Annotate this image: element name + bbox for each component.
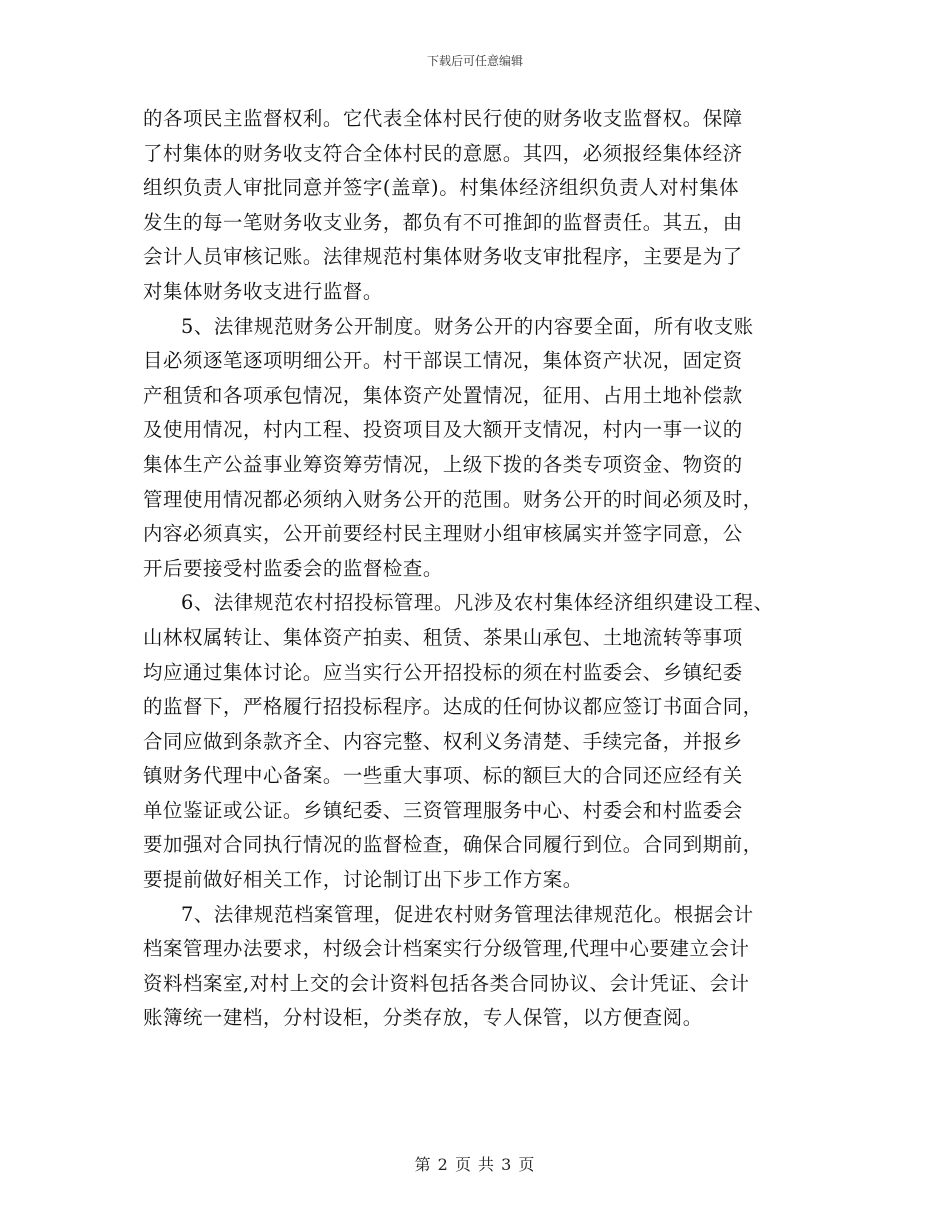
- text-line: 要提前做好相关工作，讨论制订出下步工作方案。: [143, 868, 583, 892]
- text-line: 资料档案室,对村上交的会计资料包括各类合同协议、会计凭证、会计: [143, 971, 750, 995]
- page-header: 下载后可任意编辑: [426, 54, 523, 68]
- text-line: 目必须逐笔逐项明细公开。村干部误工情况，集体资产状况，固定资: [143, 349, 743, 373]
- document-body: [143, 102, 823, 1036]
- text-line: 的监督下，严格履行招投标程序。达成的任何协议都应签订书面合同，: [143, 695, 763, 719]
- text-line: 开后要接受村监委会的监督检查。: [143, 556, 443, 580]
- text-line: 内容必须真实，公开前要经村民主理财小组审核属实并签字同意，公: [143, 522, 743, 546]
- text-line: 的各项民主监督权利。它代表全体村民行使的财务收支监督权。保障: [143, 107, 743, 130]
- text-line: 管理使用情况都必须纳入财务公开的范围。财务公开的时间必须及时，: [143, 487, 763, 511]
- text-line: 产租赁和各项承包情况，集体资产处置情况，征用、占用土地补偿款: [143, 383, 743, 407]
- text-line: 单位鉴证或公证。乡镇纪委、三资管理服务中心、村委会和村监委会: [143, 798, 743, 822]
- text-line: 发生的每一笔财务收支业务，都负有不可推卸的监督责任。其五，由: [143, 210, 743, 234]
- text-line: 合同应做到条款齐全、内容完整、权利义务清楚、手续完备，并报乡: [143, 729, 743, 753]
- text-line: 6、法律规范农村招投标管理。凡涉及农村集体经济组织建设工程、: [181, 591, 774, 615]
- text-line: 5、法律规范财务公开制度。财务公开的内容要全面，所有收支账: [181, 314, 754, 338]
- text-line: 组织负责人审批同意并签字(盖章)。村集体经济组织负责人对村集体: [143, 176, 740, 200]
- text-line: 要加强对合同执行情况的监督检查，确保合同履行到位。合同到期前，: [143, 833, 763, 857]
- text-line: 镇财务代理中心备案。一些重大事项、标的额巨大的合同还应经有关: [143, 764, 743, 788]
- text-line: 对集体财务收支进行监督。: [143, 279, 383, 303]
- text-line: 集体生产公益事业筹资筹劳情况，上级下拨的各类专项资金、物资的: [143, 452, 743, 476]
- text-line: 及使用情况，村内工程、投资项目及大额开支情况，村内一事一议的: [143, 418, 743, 442]
- text-line: 账簿统一建档，分村设柜，分类存放，专人保管，以方便查阅。: [143, 1006, 703, 1030]
- text-line: 7、法律规范档案管理，促进农村财务管理法律规范化。根据会计: [181, 902, 754, 926]
- text-line: 档案管理办法要求，村级会计档案实行分级管理,代理中心要建立会计: [143, 937, 750, 961]
- text-line: 均应通过集体讨论。应当实行公开招投标的须在村监委会、乡镇纪委: [143, 660, 743, 684]
- text-line: 会计人员审核记账。法律规范村集体财务收支审批程序，主要是为了: [143, 245, 743, 269]
- text-line: 山林权属转让、集体资产拍卖、租赁、茶果山承包、土地流转等事项: [143, 625, 743, 649]
- text-line: 了村集体的财务收支符合全体村民的意愿。其四，必须报经集体经济: [143, 141, 743, 165]
- page-number-footer: 第 2 页 共 3 页: [414, 1155, 536, 1174]
